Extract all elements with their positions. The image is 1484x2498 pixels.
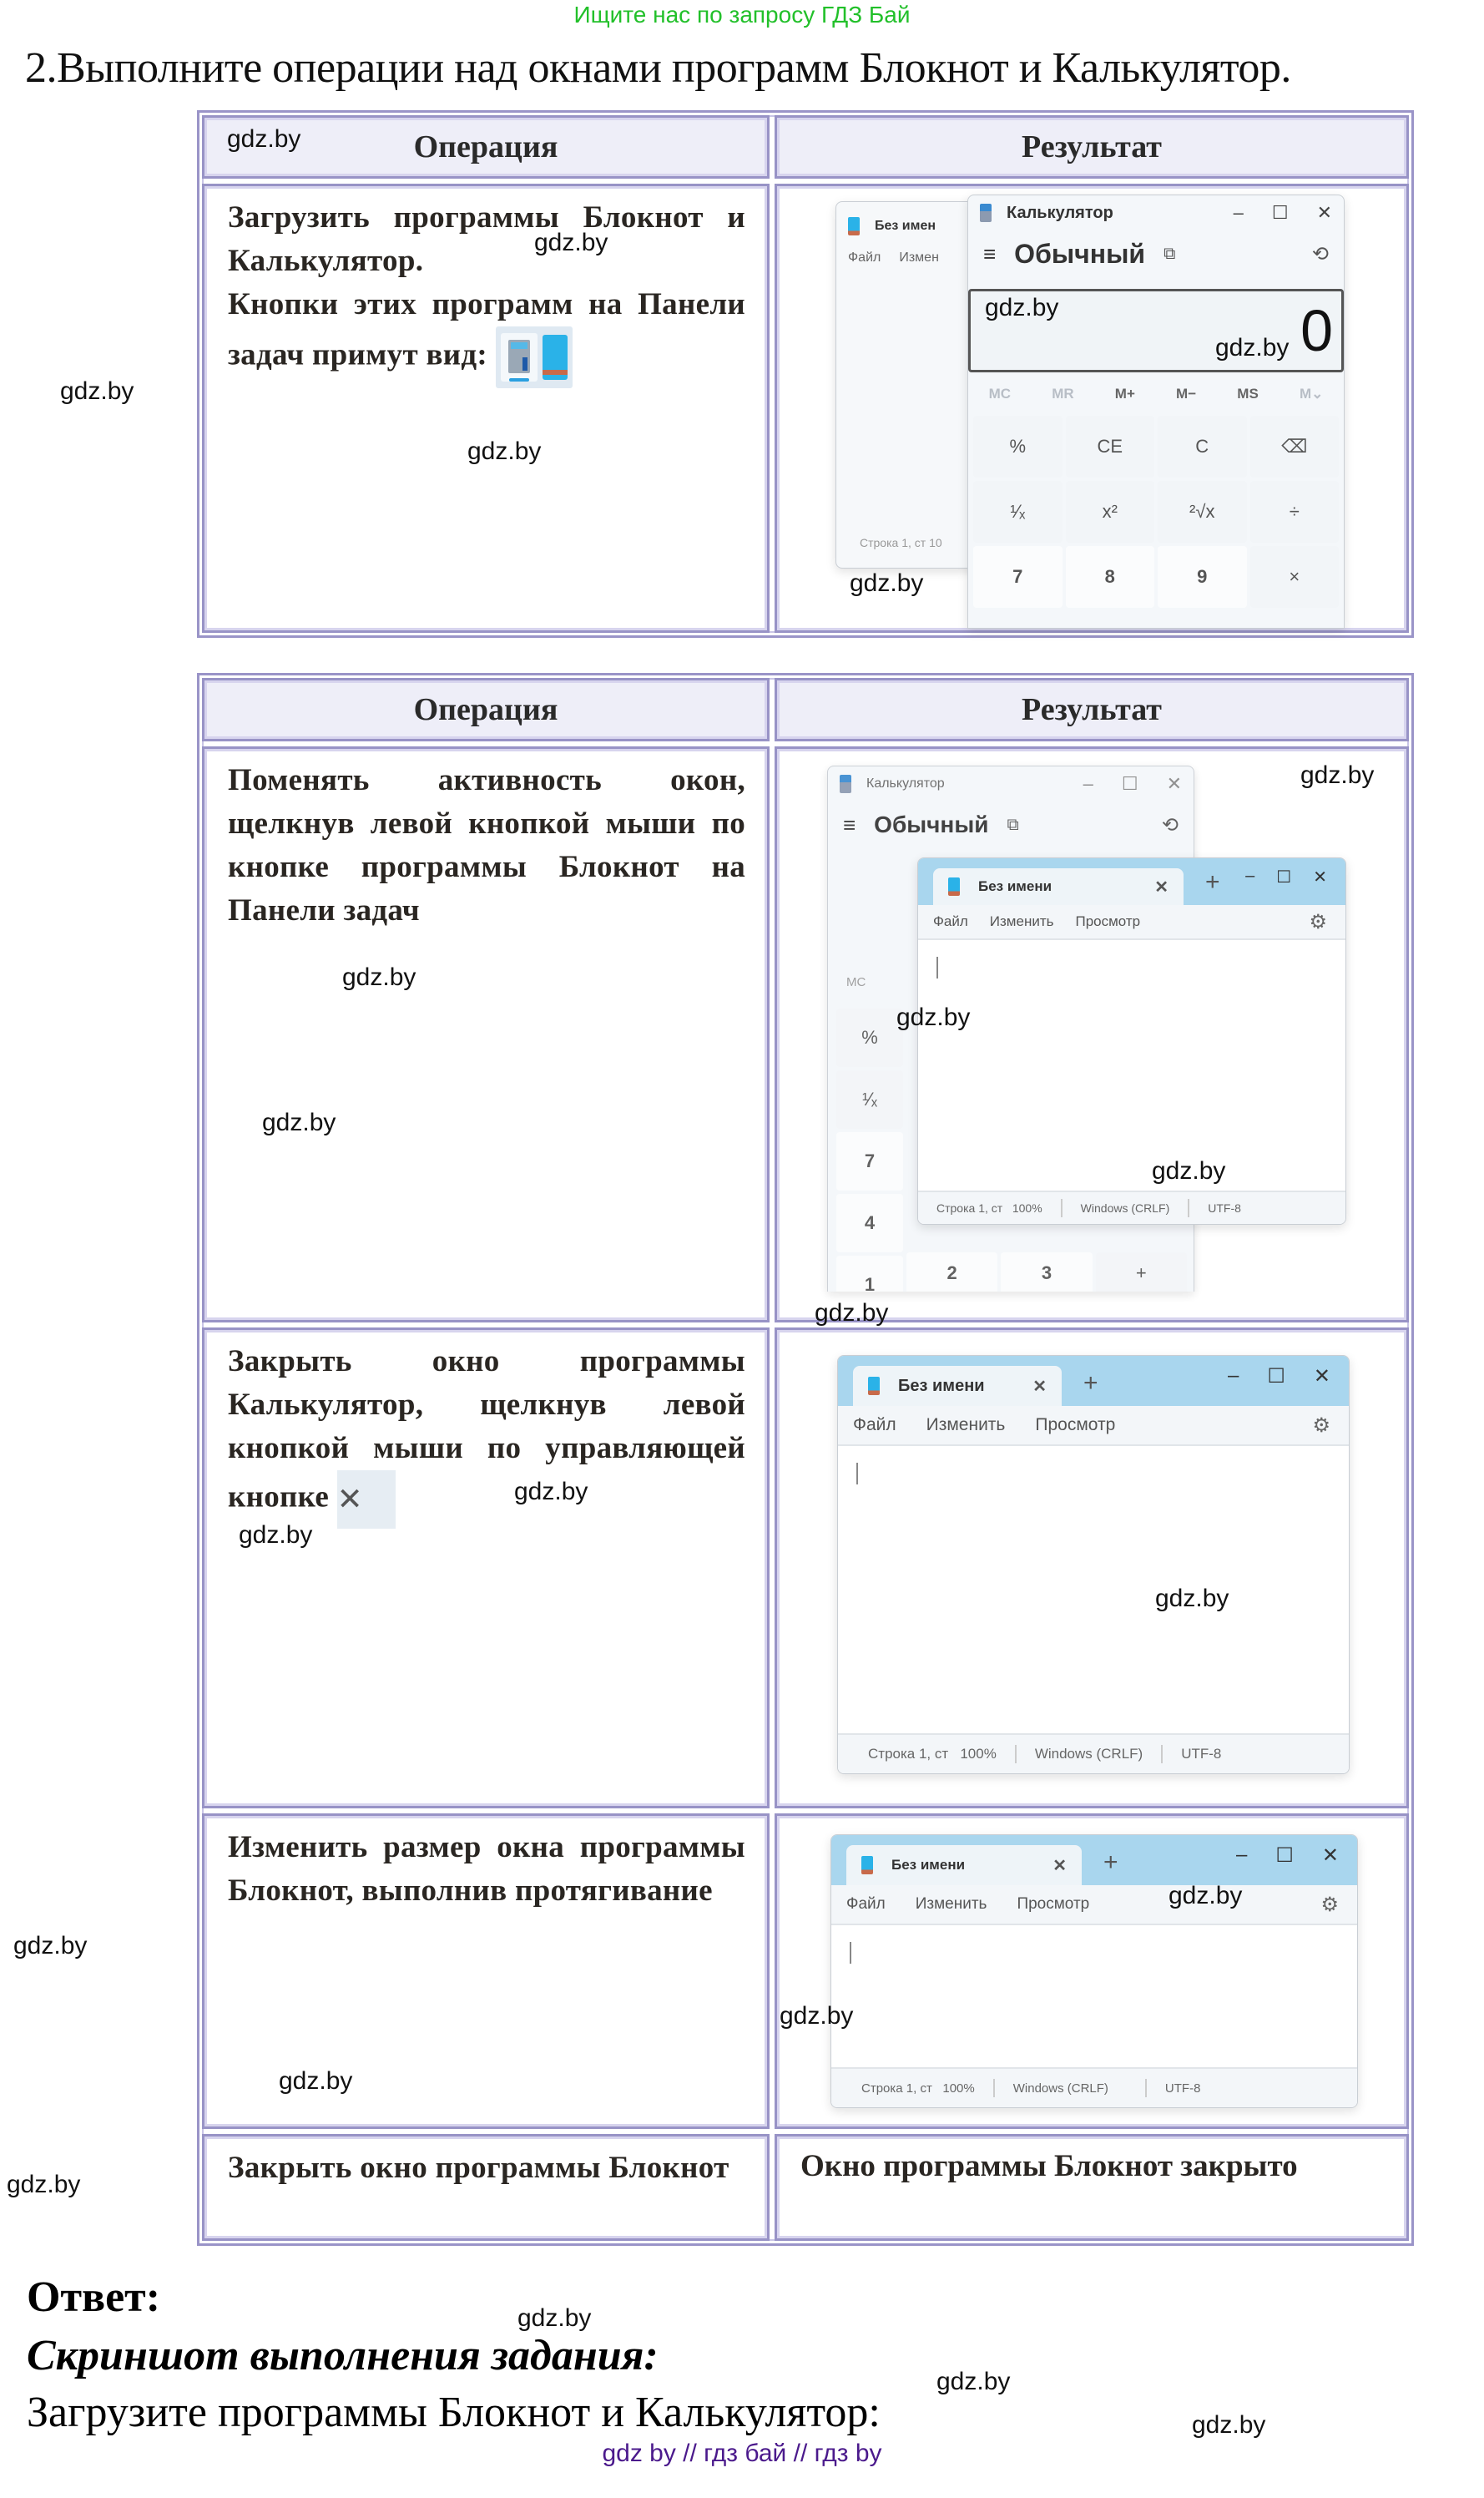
menu-file[interactable]: Файл	[853, 1415, 896, 1434]
text-caret	[936, 957, 938, 978]
key-percent[interactable]: %	[836, 1009, 903, 1067]
watermark: gdz.by	[342, 963, 416, 991]
table-1-header	[199, 113, 1411, 181]
key-backspace[interactable]: ⌫	[1250, 416, 1340, 478]
answer-subtitle: Скриншот выполнения задания:	[27, 2332, 659, 2379]
table-row	[199, 1325, 1411, 1811]
watermark: gdz.by	[815, 1299, 889, 1327]
calculator-window-inactive[interactable]: Калькулятор – ☐ ✕ ≡ Обычный ⧉ ⟲ MC % ¹⁄ₓ 7 4 1 2 3 +	[827, 766, 1194, 1292]
maximize-button[interactable]: ☐	[1275, 1844, 1294, 1867]
taskbar-buttons	[496, 326, 573, 388]
key-percent[interactable]: %	[973, 416, 1063, 478]
tab-close-button[interactable]: ✕	[1032, 1377, 1047, 1396]
memory-store-button[interactable]: MS	[1237, 386, 1259, 402]
notepad-window-active[interactable]	[917, 857, 1346, 1225]
header-result: Результат	[775, 678, 1409, 741]
menu-view[interactable]: Просмотр	[1017, 1895, 1090, 1913]
key-sqrt[interactable]: ²√x	[1158, 481, 1247, 543]
footer-links: gdz by // гдз бай // гдз by	[602, 2440, 882, 2467]
watermark: gdz.by	[936, 2368, 1011, 2395]
maximize-button[interactable]: ☐	[1267, 1365, 1285, 1388]
key-divide[interactable]: ÷	[1250, 481, 1340, 543]
key-multiply[interactable]: ×	[1250, 546, 1340, 608]
keep-on-top-icon[interactable]: ⧉	[1007, 815, 1019, 834]
menu-edit[interactable]: Измен	[899, 250, 939, 265]
menu-view[interactable]: Просмотр	[1075, 913, 1141, 929]
settings-gear-icon[interactable]: ⚙	[1312, 1413, 1330, 1437]
new-tab-button[interactable]: +	[1103, 1848, 1118, 1876]
operation-text: Кнопки этих программ на Панели задач примут вид:	[228, 283, 745, 388]
minimize-button[interactable]: –	[1245, 867, 1255, 885]
close-icon: ✕	[337, 1470, 396, 1529]
key-7[interactable]: 7	[973, 546, 1063, 608]
result-cell	[775, 1813, 1409, 2129]
watermark: gdz.by	[514, 1478, 588, 1505]
operation-text: Поменять активность окон, щелкнув левой кнопкой мыши по кнопке программы Блокнот на Панели задач	[228, 763, 745, 928]
key-c[interactable]: C	[1158, 416, 1247, 478]
close-button[interactable]: ✕	[1316, 202, 1332, 223]
table-1	[197, 110, 1414, 638]
result-cell	[775, 2134, 1409, 2241]
memory-list-button[interactable]: M⌄	[1299, 386, 1324, 402]
watermark: gdz.by	[239, 1521, 313, 1549]
text-editor[interactable]	[918, 940, 1345, 1189]
status-bar: Строка 1, ст 100% Windows (CRLF) UTF-8	[918, 1191, 1345, 1224]
status-bar: Строка 1, ст 10	[860, 536, 942, 549]
header-result: Результат	[775, 115, 1409, 179]
watermark: gdz.by	[850, 569, 924, 597]
key-reciprocal[interactable]: ¹⁄ₓ	[973, 481, 1063, 543]
menu-file[interactable]: Файл	[933, 913, 968, 929]
operation-cell	[202, 184, 770, 633]
watermark: gdz.by	[1169, 1882, 1243, 1909]
notepad-window-background[interactable]: Без имен Файл Измен Строка 1, ст 10	[835, 201, 1002, 569]
text-editor[interactable]	[838, 1446, 1349, 1735]
new-tab-button[interactable]: +	[1083, 1369, 1098, 1397]
memory-clear-button[interactable]: MC	[846, 975, 866, 989]
key-2[interactable]: 2	[906, 1252, 997, 1292]
tab-untitled[interactable]: Без имени ✕	[933, 868, 1184, 905]
operation-text: Закрыть окно программы Блокнот	[228, 2151, 729, 2185]
history-icon[interactable]: ⟲	[1311, 242, 1329, 265]
notepad-app-icon	[868, 1377, 880, 1395]
menu-edit[interactable]: Изменить	[989, 913, 1054, 929]
text-caret	[850, 1942, 851, 1964]
table-row	[199, 744, 1411, 1325]
history-icon[interactable]: ⟲	[1161, 813, 1179, 837]
notepad-taskbar-icon[interactable]	[543, 335, 568, 380]
result-cell	[775, 746, 1409, 1322]
watermark: gdz.by	[227, 125, 301, 153]
answer-instruction: Загрузите программы Блокнот и Калькулятор:	[27, 2389, 881, 2436]
watermark: gdz.by	[13, 1932, 88, 1959]
menu-edit[interactable]: Изменить	[915, 1895, 987, 1913]
watermark: gdz.by	[985, 294, 1059, 321]
watermark: gdz.by	[262, 1109, 336, 1136]
notepad-app-icon	[861, 1856, 873, 1874]
minimize-button[interactable]: –	[1083, 773, 1093, 794]
minimize-button[interactable]: –	[1236, 1843, 1248, 1866]
calculator-window[interactable]	[967, 195, 1345, 629]
menu-edit[interactable]: Изменить	[926, 1415, 1006, 1434]
calculator-title: Калькулятор	[1007, 203, 1113, 222]
minimize-button[interactable]: –	[1233, 202, 1244, 223]
tab-untitled[interactable]: Без имени ✕	[853, 1366, 1062, 1406]
new-tab-button[interactable]: +	[1205, 868, 1220, 896]
task-title: 2.Выполните операции над окнами программ Блокнот и Калькулятор.	[25, 44, 1291, 92]
key-7[interactable]: 7	[836, 1132, 903, 1191]
menu-view[interactable]: Просмотр	[1035, 1415, 1116, 1434]
watermark: gdz.by	[1155, 1585, 1229, 1612]
key-3[interactable]: 3	[1001, 1252, 1092, 1292]
watermark: gdz.by	[517, 2304, 592, 2332]
table-2-header	[199, 675, 1411, 744]
memory-recall-button[interactable]: MR	[1052, 386, 1074, 402]
watermark: gdz.by	[279, 2067, 353, 2095]
calculator-display: 0	[968, 289, 1344, 372]
operation-cell	[202, 1327, 770, 1808]
minimize-button[interactable]: –	[1228, 1364, 1239, 1387]
hamburger-menu-icon[interactable]: ≡	[983, 240, 997, 266]
menu-file[interactable]: Файл	[846, 1895, 886, 1913]
key-plus[interactable]: +	[1096, 1252, 1187, 1292]
calculator-mode: Обычный	[1014, 238, 1146, 269]
status-bar: Строка 1, ст 100% Windows (CRLF) UTF-8	[838, 1733, 1349, 1773]
answer-label: Ответ:	[27, 2273, 161, 2321]
watermark: gdz.by	[780, 2002, 854, 2030]
header-operation: Операция	[202, 678, 770, 741]
close-button[interactable]: ✕	[1313, 868, 1327, 887]
key-1[interactable]: 1	[836, 1256, 903, 1292]
watermark: gdz.by	[7, 2171, 81, 2198]
text-editor[interactable]	[831, 1925, 1357, 2067]
notepad-app-icon	[848, 217, 860, 235]
close-button[interactable]: ✕	[1321, 1844, 1339, 1867]
promo-banner: Ищите нас по запросу ГДЗ Бай	[573, 2, 911, 28]
watermark: gdz.by	[1192, 2411, 1266, 2439]
watermark: gdz.by	[896, 1004, 971, 1031]
watermark: gdz.by	[467, 437, 542, 465]
watermark: gdz.by	[60, 377, 134, 405]
keep-on-top-icon[interactable]: ⧉	[1163, 244, 1176, 263]
tab-close-button[interactable]: ✕	[1154, 877, 1169, 897]
hamburger-menu-icon[interactable]: ≡	[843, 812, 856, 837]
tab-untitled[interactable]: Без имени ✕	[846, 1845, 1082, 1885]
calculator-app-icon	[840, 775, 851, 793]
memory-row	[968, 372, 1344, 416]
key-4[interactable]: 4	[836, 1194, 903, 1252]
calculator-app-icon	[980, 204, 992, 222]
notepad-window-resized[interactable]	[830, 1834, 1358, 2108]
key-ce[interactable]: CE	[1066, 416, 1155, 478]
tab-close-button[interactable]: ✕	[1052, 1856, 1067, 1875]
table-row	[199, 181, 1411, 635]
operation-text: Загрузить программы Блокнот и Калькулятор.	[228, 200, 745, 278]
maximize-button[interactable]: ☐	[1121, 773, 1138, 794]
result-cell	[775, 184, 1409, 633]
maximize-button[interactable]: ☐	[1271, 202, 1289, 223]
watermark: gdz.by	[1215, 334, 1290, 362]
operation-text: Закрыть окно программы Калькулятор, щелкнув левой кнопкой мыши по управляющей кнопке ✕	[228, 1340, 745, 1529]
key-reciprocal[interactable]: ¹⁄ₓ	[836, 1070, 903, 1129]
status-bar: Строка 1, ст 100% Windows (CRLF) UTF-8	[831, 2067, 1357, 2107]
operation-text: Изменить размер окна программы Блокнот, выполнив протягивание	[228, 1830, 745, 1908]
key-9[interactable]: 9	[1158, 546, 1247, 608]
memory-clear-button[interactable]: MC	[988, 386, 1012, 402]
calculator-keypad	[968, 416, 1344, 608]
memory-subtract-button[interactable]: M−	[1176, 386, 1197, 402]
watermark: gdz.by	[1300, 761, 1375, 789]
result-cell	[775, 1327, 1409, 1808]
table-row	[199, 2131, 1411, 2243]
text-caret	[856, 1463, 858, 1484]
result-text: Окно программы Блокнот закрыто	[800, 2149, 1298, 2183]
operation-cell	[202, 746, 770, 1322]
menu-file[interactable]: Файл	[848, 250, 881, 265]
table-row	[199, 1811, 1411, 2131]
settings-gear-icon[interactable]: ⚙	[1309, 910, 1327, 933]
watermark: gdz.by	[1152, 1157, 1226, 1185]
notepad-app-icon	[948, 877, 960, 896]
watermark: gdz.by	[534, 229, 608, 256]
notepad-window[interactable]	[837, 1355, 1350, 1774]
close-button[interactable]: ✕	[1166, 773, 1182, 794]
maximize-button[interactable]: ☐	[1276, 868, 1292, 887]
header-operation: Операция	[202, 115, 770, 179]
settings-gear-icon[interactable]: ⚙	[1320, 1893, 1339, 1916]
calculator-taskbar-icon[interactable]	[501, 333, 538, 382]
key-8[interactable]: 8	[1066, 546, 1155, 608]
close-button[interactable]: ✕	[1313, 1365, 1330, 1388]
key-square[interactable]: x²	[1066, 481, 1155, 543]
operation-cell	[202, 2134, 770, 2241]
memory-add-button[interactable]: M+	[1114, 386, 1135, 402]
